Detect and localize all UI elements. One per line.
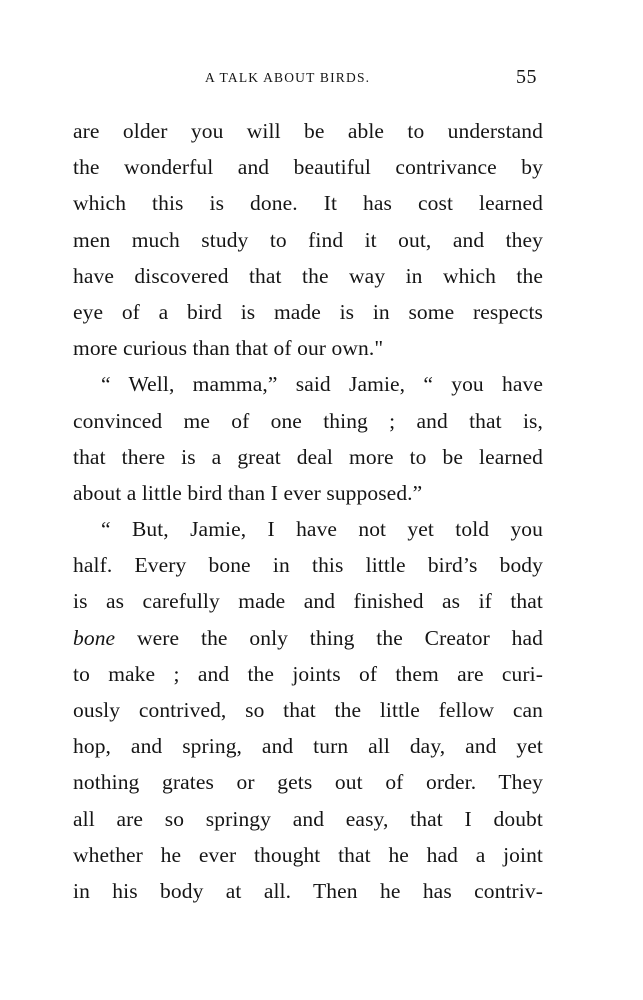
text-line: half. Every bone in this little bird’s body (73, 553, 543, 578)
text-line: nothing grates or gets out of order. They (73, 770, 543, 795)
text-line: more curious than that of our own." (73, 336, 384, 361)
text-line: the wonderful and beautiful contrivance by (73, 155, 543, 180)
text-line: ously contrived, so that the little fellow can (73, 698, 543, 722)
running-head (0, 66, 643, 90)
text-line: have discovered that the way in which the (73, 263, 543, 288)
text-line: hop, and spring, and turn all day, and yet (73, 734, 543, 759)
text-line: to make ; and the joints of them are curi- (73, 661, 543, 686)
running-title: A TALK ABOUT BIRDS. (205, 70, 371, 85)
body-text (73, 113, 543, 909)
page-number: 55 (516, 66, 537, 88)
text-line: “ Well, mamma,” said Jamie, “ you have (101, 372, 543, 397)
text-line: about a little bird than I ever supposed.” (73, 480, 423, 505)
text-line-remainder: were the only thing the Creator had (137, 625, 543, 650)
text-line: are older you will be able to understand (73, 119, 543, 143)
text-line: which this is done. It has cost learned (73, 191, 543, 216)
text-line: eye of a bird is made is in some respects (73, 299, 543, 324)
text-line: in his body at all. Then he has contriv- (73, 878, 543, 903)
text-line: all are so springy and easy, that I doubt (73, 806, 543, 831)
italic-word: bone (73, 625, 116, 650)
text-line: is as carefully made and finished as if that (73, 589, 543, 614)
text-line: men much study to find it out, and they (73, 227, 543, 252)
text-line: that there is a great deal more to be learned (73, 444, 543, 469)
text-line: whether he ever thought that he had a joint (73, 842, 543, 867)
text-line: convinced me of one thing ; and that is, (73, 408, 543, 433)
text-line-with-italic (73, 620, 543, 656)
text-line: “ But, Jamie, I have not yet told you (101, 517, 543, 542)
